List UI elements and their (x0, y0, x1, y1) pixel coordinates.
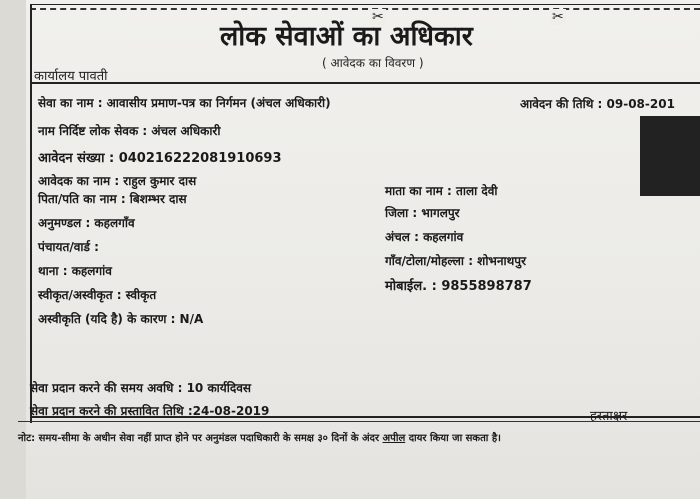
mother-name: माता का नाम : ताला देवी (385, 184, 498, 198)
note-divider (18, 421, 700, 422)
service-time-limit: सेवा प्रदान करने की समय अवधि : 10 कार्यदिवस (30, 381, 252, 395)
district: जिला : भागलपुर (385, 206, 460, 220)
document-title: लोक सेवाओं का अधिकार (220, 21, 473, 52)
footer-note (18, 430, 501, 444)
father-husband-name: पिता/पति का नाम : बिशम्भर दास (38, 192, 187, 206)
redacted-photo (640, 116, 700, 196)
village: गाँव/टोला/मोहल्ला : शोभनाथपुर (385, 254, 527, 268)
note-prefix: नोट: समय-सीमा के अधीन सेवा नहीं प्राप्त होने पर अनुमंडल पदाधिकारी के समक्ष ३० दिनों के अंदर (18, 433, 383, 444)
service-name: सेवा का नाम : आवासीय प्रमाण-पत्र का निर्गमन (अंचल अधिकारी) (38, 96, 331, 110)
applicant-name: आवेदक का नाम : राहुल कुमार दास (38, 174, 197, 188)
appeal-word: अपील (382, 433, 406, 444)
document-subtitle: ( आवेदक का विवरण ) (322, 56, 424, 70)
application-number: आवेदन संख्या : 040216222081910693 (38, 151, 282, 166)
mobile-number: मोबाईल. : 9855898787 (385, 279, 532, 294)
designated-officer: नाम निर्दिष्ट लोक सेवक : अंचल अधिकारी (38, 124, 221, 138)
rejection-reason: अस्वीकृति (यदि है) के कारण : N/A (38, 312, 204, 326)
panchayat-ward: पंचायत/वार्ड : (38, 240, 99, 254)
subdivision: अनुमण्डल : कहलगाँव (38, 216, 135, 230)
note-suffix: दायर किया जा सकता है। (405, 433, 501, 444)
proposed-date: सेवा प्रदान करने की प्रस्तावित तिथि :24-08-2019 (30, 404, 270, 418)
approval-status: स्वीकृत/अस्वीकृत : स्वीकृत (38, 288, 157, 302)
application-date: आवेदन की तिथि : 09-08-201 (520, 97, 675, 111)
signature-label: हस्ताक्षर (590, 409, 628, 424)
office-receipt-label: कार्यालय पावती (34, 69, 108, 84)
scissors-icon: ✂ (372, 9, 384, 25)
scissors-icon: ✂ (552, 9, 564, 25)
circle: अंचल : कहलगांव (385, 230, 464, 244)
police-station: थाना : कहलगांव (38, 264, 112, 278)
left-edge-shadow (0, 0, 26, 499)
